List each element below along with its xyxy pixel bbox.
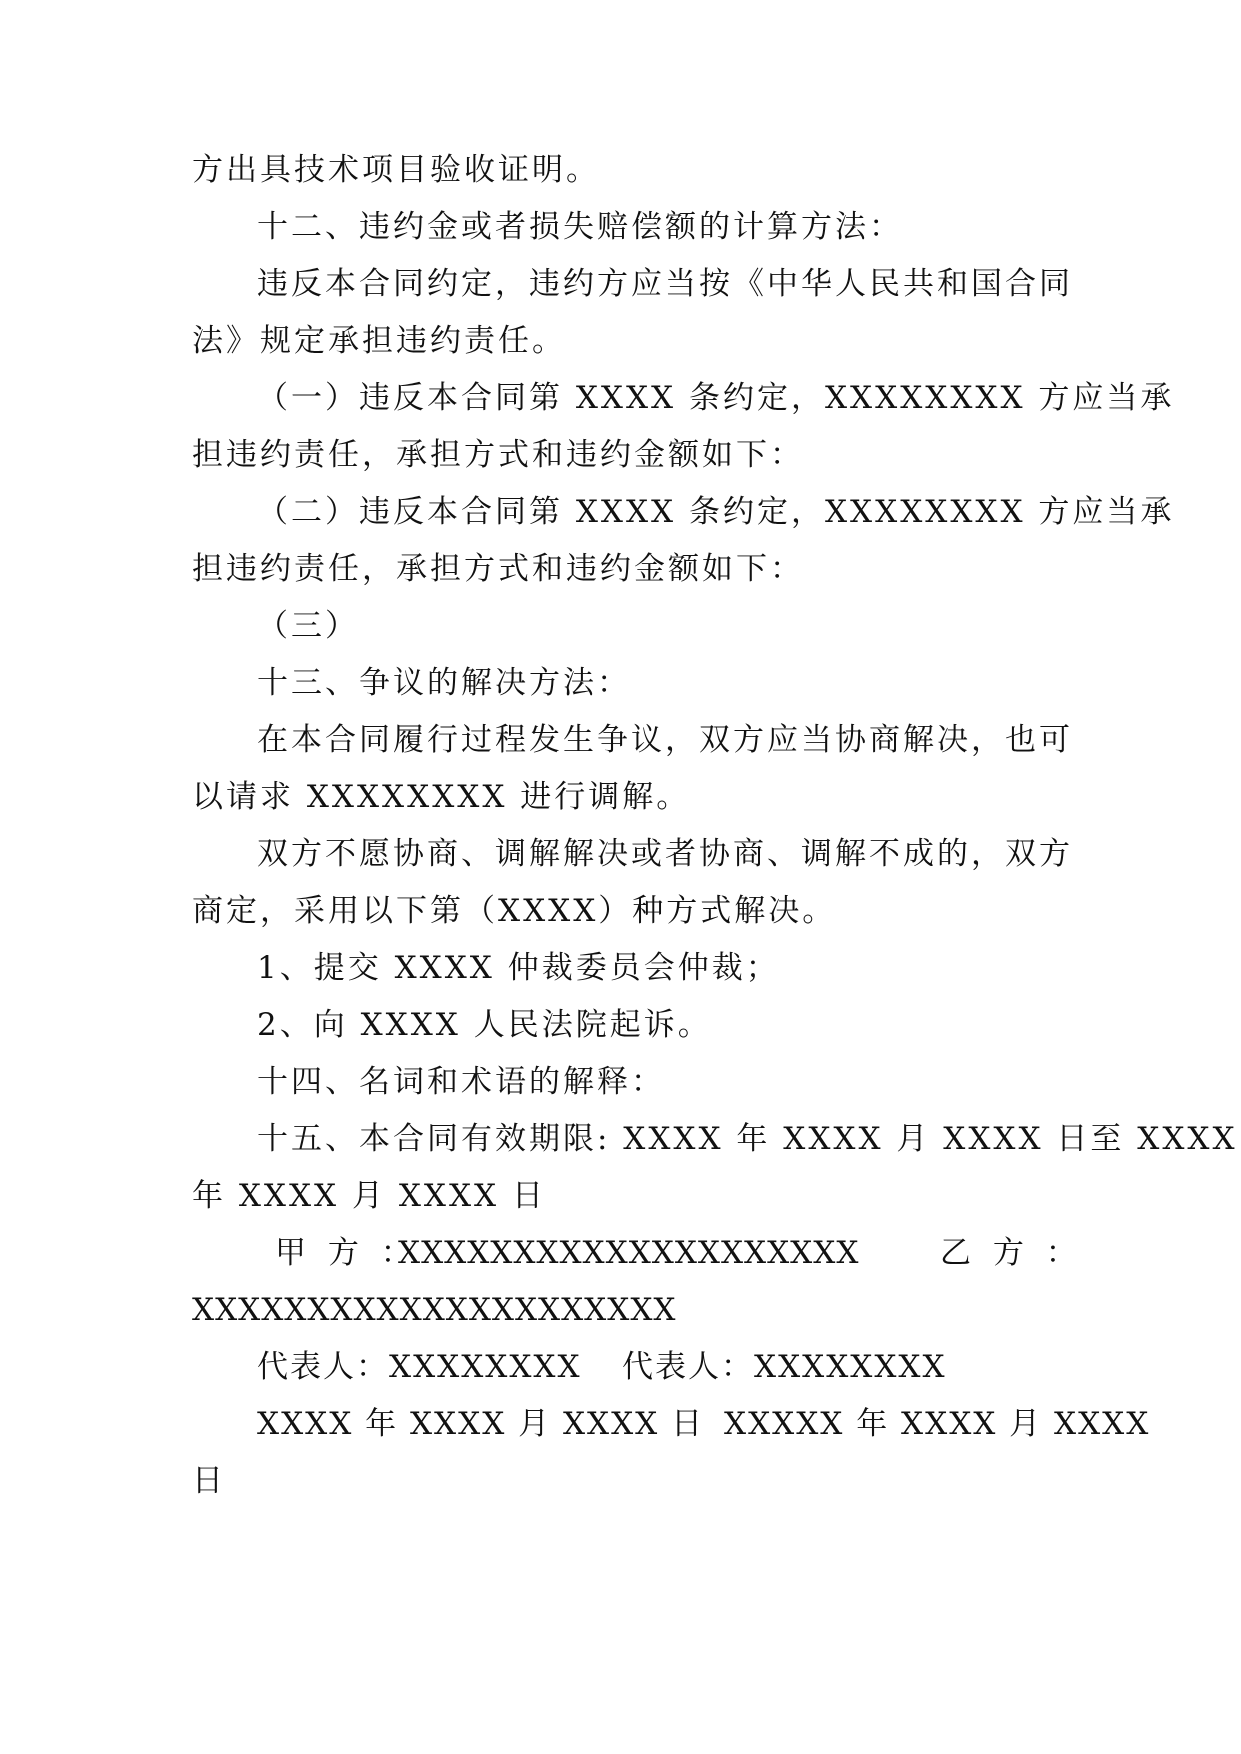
- party-a-label: 甲 方 ：: [275, 1235, 418, 1271]
- text-line: 2、向 XXXX 人民法院起诉。: [257, 1007, 712, 1043]
- date-a: XXXX 年 XXXX 月 XXXX 日: [257, 1406, 705, 1442]
- section-heading: 十四、名词和术语的解释：: [257, 1064, 665, 1100]
- text-line: （一）违反本合同第 XXXX 条约定，XXXXXXXX 方应当承: [257, 380, 1175, 416]
- text-line: （三）: [257, 608, 359, 644]
- party-b-value: XXXXXXXXXXXXXXXXXXXXX: [192, 1292, 677, 1328]
- text-line: 年 XXXX 月 XXXX 日: [192, 1178, 546, 1214]
- section-heading: 十二、违约金或者损失赔偿额的计算方法：: [257, 209, 903, 245]
- representative-a: 代表人：XXXXXXXX: [257, 1349, 582, 1385]
- text-line: 担违约责任，承担方式和违约金额如下：: [192, 437, 804, 473]
- text-line: 十五、本合同有效期限: XXXX 年 XXXX 月 XXXX 日至 XXXX: [257, 1121, 1238, 1157]
- text-line: 法》规定承担违约责任。: [192, 323, 566, 359]
- party-a-value: XXXXXXXXXXXXXXXXXXXX: [398, 1235, 860, 1271]
- text-line: 商定，采用以下第（XXXX）种方式解决。: [192, 893, 837, 929]
- text-line: 1、提交 XXXX 仲裁委员会仲裁；: [257, 950, 780, 986]
- date-b-tail: 日: [192, 1463, 223, 1499]
- representative-b: 代表人：XXXXXXXX: [622, 1349, 947, 1385]
- date-b: XXXXX 年 XXXX 月 XXXX: [724, 1406, 1151, 1442]
- text-line: 违反本合同约定，违约方应当按《中华人民共和国合同: [257, 266, 1073, 302]
- text-line: 双方不愿协商、调解解决或者协商、调解不成的，双方: [257, 836, 1073, 872]
- text-line: 在本合同履行过程发生争议，双方应当协商解决，也可: [257, 722, 1073, 758]
- party-b-label: 乙 方 ：: [940, 1235, 1083, 1271]
- text-line: 担违约责任，承担方式和违约金额如下：: [192, 551, 804, 587]
- text-line: 方出具技术项目验收证明。: [192, 152, 600, 188]
- text-line: （二）违反本合同第 XXXX 条约定，XXXXXXXX 方应当承: [257, 494, 1175, 530]
- text-line: 以请求 XXXXXXXX 进行调解。: [192, 779, 691, 815]
- section-heading: 十三、争议的解决方法：: [257, 665, 631, 701]
